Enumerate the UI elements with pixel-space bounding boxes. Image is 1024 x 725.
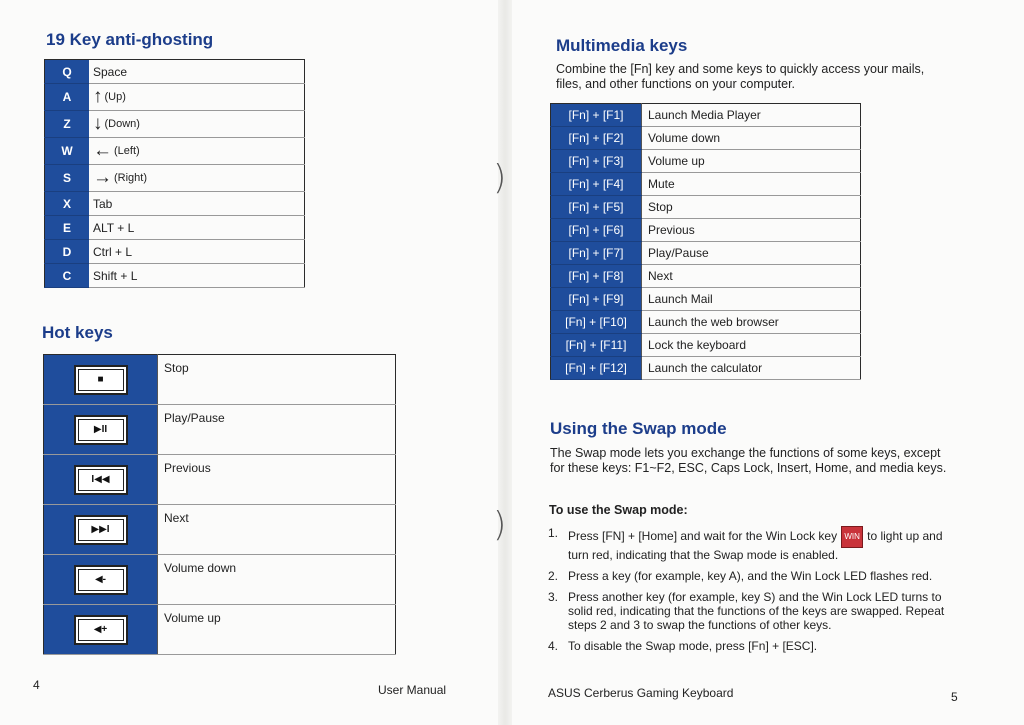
multimedia-function: Volume down	[642, 127, 861, 150]
volume-down-icon: ◀-	[74, 565, 128, 595]
hot-keys-table	[43, 354, 396, 655]
stop-icon: ■	[74, 365, 128, 395]
volume-up-icon: ◀+	[74, 615, 128, 645]
anti-ghosting-value: Tab	[89, 192, 305, 216]
next-icon: ▶▶I	[74, 515, 128, 545]
play-pause-icon: ▶II	[74, 415, 128, 445]
multimedia-row	[551, 357, 861, 380]
anti-ghosting-key: W	[45, 138, 90, 165]
multimedia-key-combo: [Fn] + [F7]	[551, 242, 642, 265]
hot-key-label: Stop	[158, 355, 396, 405]
multimedia-key-combo: [Fn] + [F11]	[551, 334, 642, 357]
multimedia-row	[551, 173, 861, 196]
hot-key-row	[44, 505, 396, 555]
hot-key-label: Next	[158, 505, 396, 555]
swap-intro: The Swap mode lets you exchange the functions of some keys, except for these keys: F1~F2, ESC, Caps Lock, Insert, Home, and media keys.	[550, 446, 947, 475]
hot-key-icon-cell	[44, 505, 158, 555]
anti-ghosting-key: X	[45, 192, 90, 216]
footer-right: ASUS Cerberus Gaming Keyboard	[548, 686, 734, 700]
multimedia-function: Previous	[642, 219, 861, 242]
anti-ghosting-key: Q	[45, 60, 90, 84]
swap-step	[548, 639, 948, 653]
arrow-label: (Right)	[114, 172, 148, 184]
step-number: 4.	[548, 639, 559, 653]
hot-key-icon-cell	[44, 555, 158, 605]
multimedia-row	[551, 311, 861, 334]
footer-left: User Manual	[378, 683, 447, 697]
multimedia-row	[551, 196, 861, 219]
previous-icon: I◀◀	[74, 465, 128, 495]
arrow-icon: →	[93, 167, 112, 188]
swap-title: Using the Swap mode	[550, 419, 727, 438]
multimedia-key-combo: [Fn] + [F10]	[551, 311, 642, 334]
left-page	[0, 0, 500, 725]
anti-ghosting-row	[45, 216, 305, 240]
anti-ghosting-row	[45, 138, 305, 165]
step-text: to light up and turn red, indicating that the Swap mode is enabled.	[568, 529, 943, 562]
step-number: 1.	[548, 526, 559, 540]
swap-step	[548, 590, 948, 632]
multimedia-key-combo: [Fn] + [F8]	[551, 265, 642, 288]
hot-key-row	[44, 555, 396, 605]
multimedia-key-combo: [Fn] + [F5]	[551, 196, 642, 219]
step-text: Press a key (for example, key A), and the Win Lock LED flashes red.	[568, 569, 933, 583]
multimedia-function: Launch Media Player	[642, 104, 861, 127]
multimedia-row	[551, 150, 861, 173]
hot-key-icon-cell	[44, 355, 158, 405]
anti-ghosting-key: Z	[45, 111, 90, 138]
anti-ghosting-row	[45, 60, 305, 84]
swap-step	[548, 526, 948, 562]
step-number: 2.	[548, 569, 559, 583]
multimedia-function: Next	[642, 265, 861, 288]
anti-ghosting-key: E	[45, 216, 90, 240]
anti-ghosting-key: A	[45, 84, 90, 111]
anti-ghosting-value: Shift + L	[89, 264, 305, 288]
multimedia-intro: Combine the [Fn] key and some keys to quickly access your mails, files, and other functions on your computer.	[556, 62, 925, 91]
arrow-label: (Down)	[104, 118, 140, 130]
hot-key-icon-cell	[44, 455, 158, 505]
binding-mark: )	[493, 505, 507, 545]
swap-subtitle: To use the Swap mode:	[549, 503, 688, 517]
multimedia-row	[551, 127, 861, 150]
multimedia-row	[551, 265, 861, 288]
multimedia-key-combo: [Fn] + [F9]	[551, 288, 642, 311]
step-text: To disable the Swap mode, press [Fn] + [ESC].	[568, 639, 818, 653]
page-number-right: 5	[951, 690, 958, 704]
anti-ghosting-row	[45, 192, 305, 216]
multimedia-key-combo: [Fn] + [F6]	[551, 219, 642, 242]
multimedia-row	[551, 219, 861, 242]
multimedia-function: Mute	[642, 173, 861, 196]
anti-ghosting-value	[89, 165, 305, 192]
swap-steps	[548, 526, 948, 660]
multimedia-function: Lock the keyboard	[642, 334, 861, 357]
multimedia-key-combo: [Fn] + [F1]	[551, 104, 642, 127]
hot-key-icon-cell	[44, 405, 158, 455]
win-lock-key-icon: WIN	[841, 526, 863, 548]
multimedia-function: Launch the web browser	[642, 311, 861, 334]
multimedia-function: Launch Mail	[642, 288, 861, 311]
multimedia-function: Stop	[642, 196, 861, 219]
arrow-icon: ←	[93, 140, 112, 161]
multimedia-key-combo: [Fn] + [F2]	[551, 127, 642, 150]
step-number: 3.	[548, 590, 559, 604]
anti-ghosting-key: C	[45, 264, 90, 288]
multimedia-function: Play/Pause	[642, 242, 861, 265]
multimedia-row	[551, 242, 861, 265]
hot-key-label: Previous	[158, 455, 396, 505]
swap-step	[548, 569, 948, 583]
multimedia-function: Volume up	[642, 150, 861, 173]
anti-ghosting-value	[89, 111, 305, 138]
anti-ghosting-value: Ctrl + L	[89, 240, 305, 264]
hot-key-label: Play/Pause	[158, 405, 396, 455]
hot-key-label: Volume down	[158, 555, 396, 605]
multimedia-row	[551, 104, 861, 127]
anti-ghosting-row	[45, 240, 305, 264]
hot-key-row	[44, 605, 396, 655]
multimedia-key-combo: [Fn] + [F4]	[551, 173, 642, 196]
multimedia-row	[551, 288, 861, 311]
anti-ghosting-value: Space	[89, 60, 305, 84]
multimedia-key-combo: [Fn] + [F3]	[551, 150, 642, 173]
anti-ghosting-key: D	[45, 240, 90, 264]
anti-ghosting-row	[45, 165, 305, 192]
page-number-left: 4	[33, 678, 40, 692]
multimedia-key-combo: [Fn] + [F12]	[551, 357, 642, 380]
hot-key-icon-cell	[44, 605, 158, 655]
hot-key-label: Volume up	[158, 605, 396, 655]
step-text: Press [FN] + [Home] and wait for the Win Lock key	[568, 529, 838, 544]
anti-ghosting-value	[89, 138, 305, 165]
arrow-icon: ↑	[93, 86, 103, 107]
anti-ghosting-title: 19 Key anti-ghosting	[46, 30, 214, 49]
step-text: Press another key (for example, key S) and the Win Lock LED turns to solid red, indicating that the functions of the keys are swapped. Repeat steps 2 and 3 to swap the functions of other keys.	[568, 590, 945, 632]
hot-keys-title: Hot keys	[42, 323, 113, 342]
arrow-icon: ↓	[93, 113, 103, 134]
multimedia-title: Multimedia keys	[556, 36, 688, 55]
hot-key-row	[44, 405, 396, 455]
anti-ghosting-row	[45, 84, 305, 111]
arrow-label: (Up)	[104, 91, 126, 103]
anti-ghosting-value	[89, 84, 305, 111]
multimedia-table	[550, 103, 861, 380]
binding-mark: )	[493, 158, 507, 198]
multimedia-row	[551, 334, 861, 357]
hot-key-row	[44, 455, 396, 505]
anti-ghosting-table	[44, 59, 305, 288]
hot-key-row	[44, 355, 396, 405]
anti-ghosting-row	[45, 264, 305, 288]
anti-ghosting-key: S	[45, 165, 90, 192]
arrow-label: (Left)	[114, 145, 140, 157]
anti-ghosting-value: ALT + L	[89, 216, 305, 240]
anti-ghosting-row	[45, 111, 305, 138]
multimedia-function: Launch the calculator	[642, 357, 861, 380]
